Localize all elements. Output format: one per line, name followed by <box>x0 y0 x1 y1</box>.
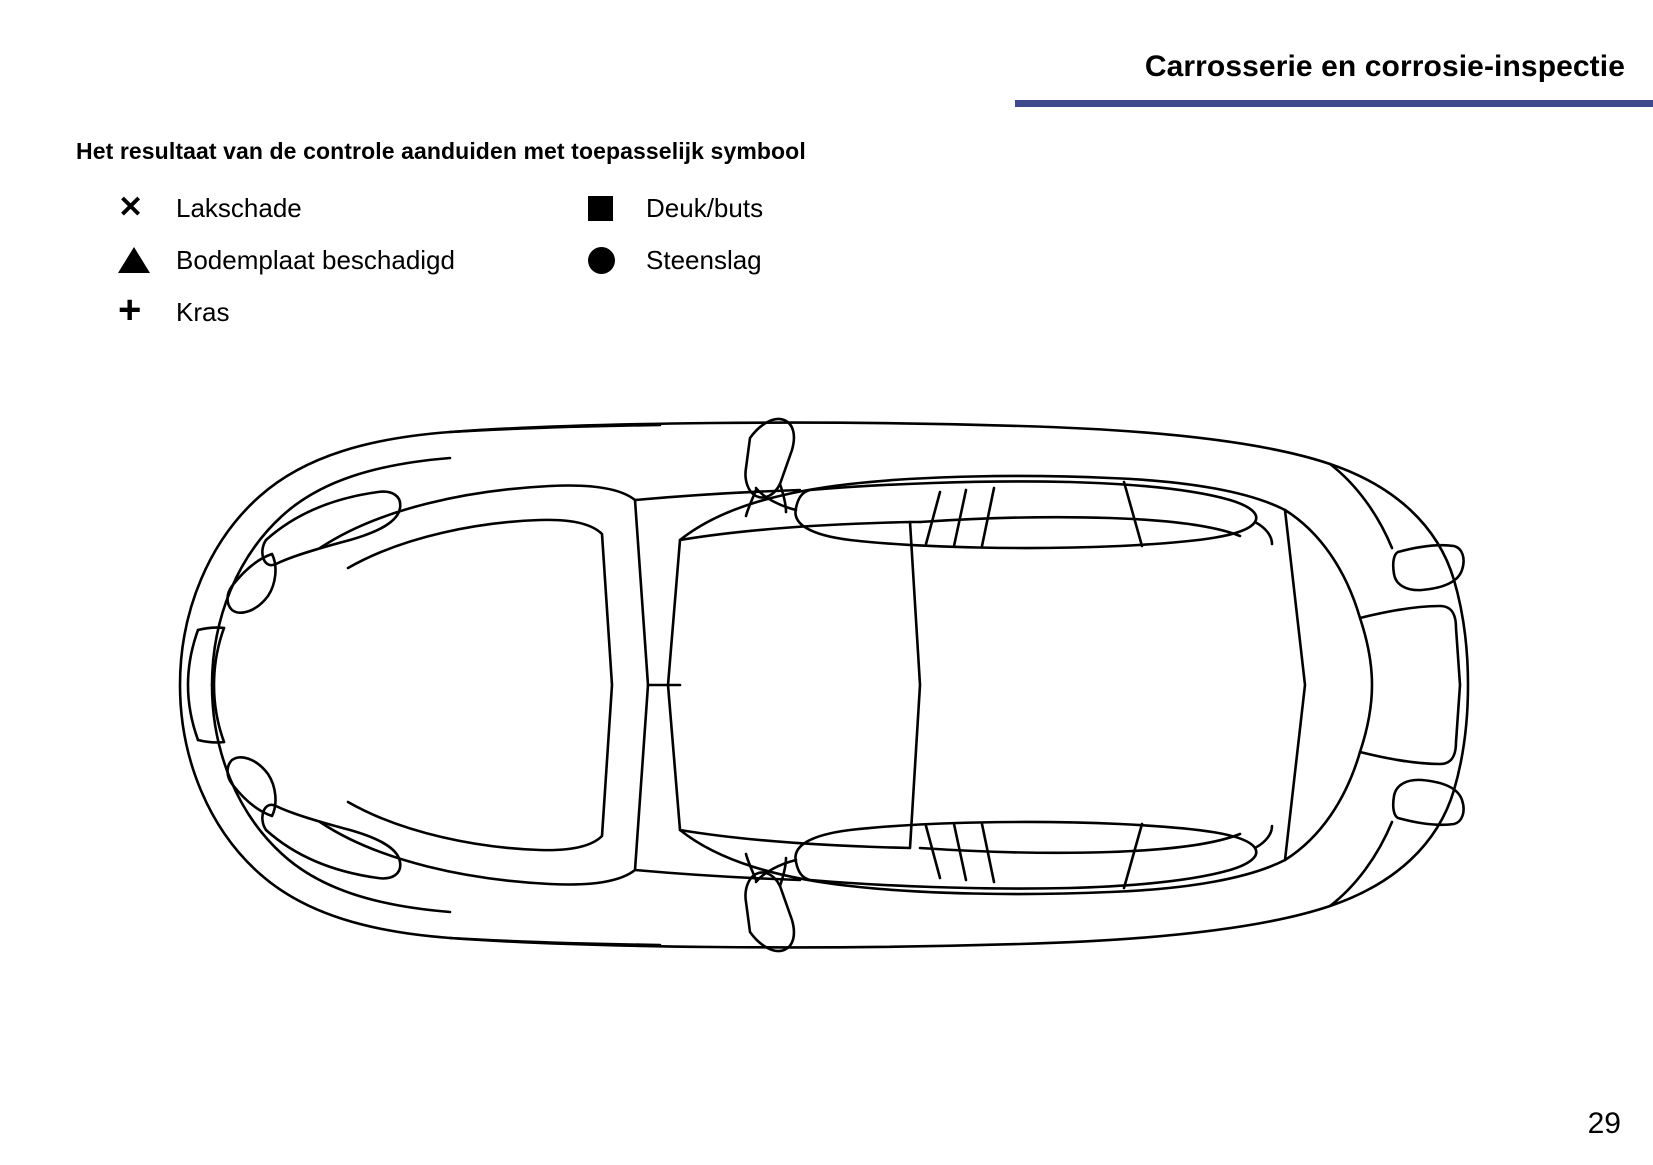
plus-icon <box>118 288 164 332</box>
legend-item-bodemplaat <box>118 234 455 286</box>
legend-row <box>118 234 918 286</box>
legend-item-kras <box>118 286 229 338</box>
filled-circle-icon <box>588 247 634 274</box>
x-mark-glyph: ✕ <box>118 191 144 224</box>
legend-item-deuk-buts <box>588 182 763 234</box>
legend <box>118 182 918 338</box>
filled-triangle-icon <box>118 247 164 273</box>
legend-label-lakschade: Lakschade <box>176 192 302 223</box>
page-title: Carrosserie en corrosie-inspectie <box>1144 50 1625 83</box>
instruction-text: Het resultaat van de controle aanduiden met toepasselijk symbool <box>76 138 806 164</box>
x-mark-icon <box>118 193 164 223</box>
header-divider <box>1015 100 1653 107</box>
page-header <box>0 46 1653 116</box>
legend-label-bodemplaat: Bodemplaat beschadigd <box>176 244 455 275</box>
legend-item-lakschade <box>118 182 302 234</box>
filled-triangle-shape <box>118 247 150 273</box>
legend-label-deuk-buts: Deuk/buts <box>646 192 764 223</box>
legend-row <box>118 286 918 338</box>
legend-item-steenslag <box>588 234 762 286</box>
legend-label-steenslag: Steenslag <box>646 244 762 275</box>
legend-row <box>118 182 918 234</box>
filled-square-shape <box>588 196 613 221</box>
filled-square-icon <box>588 196 634 221</box>
car-top-view-diagram <box>120 380 1520 990</box>
filled-circle-shape <box>588 247 615 274</box>
legend-label-kras: Kras <box>176 296 230 327</box>
plus-glyph: + <box>118 288 142 332</box>
page-number: 29 <box>1587 1107 1621 1140</box>
